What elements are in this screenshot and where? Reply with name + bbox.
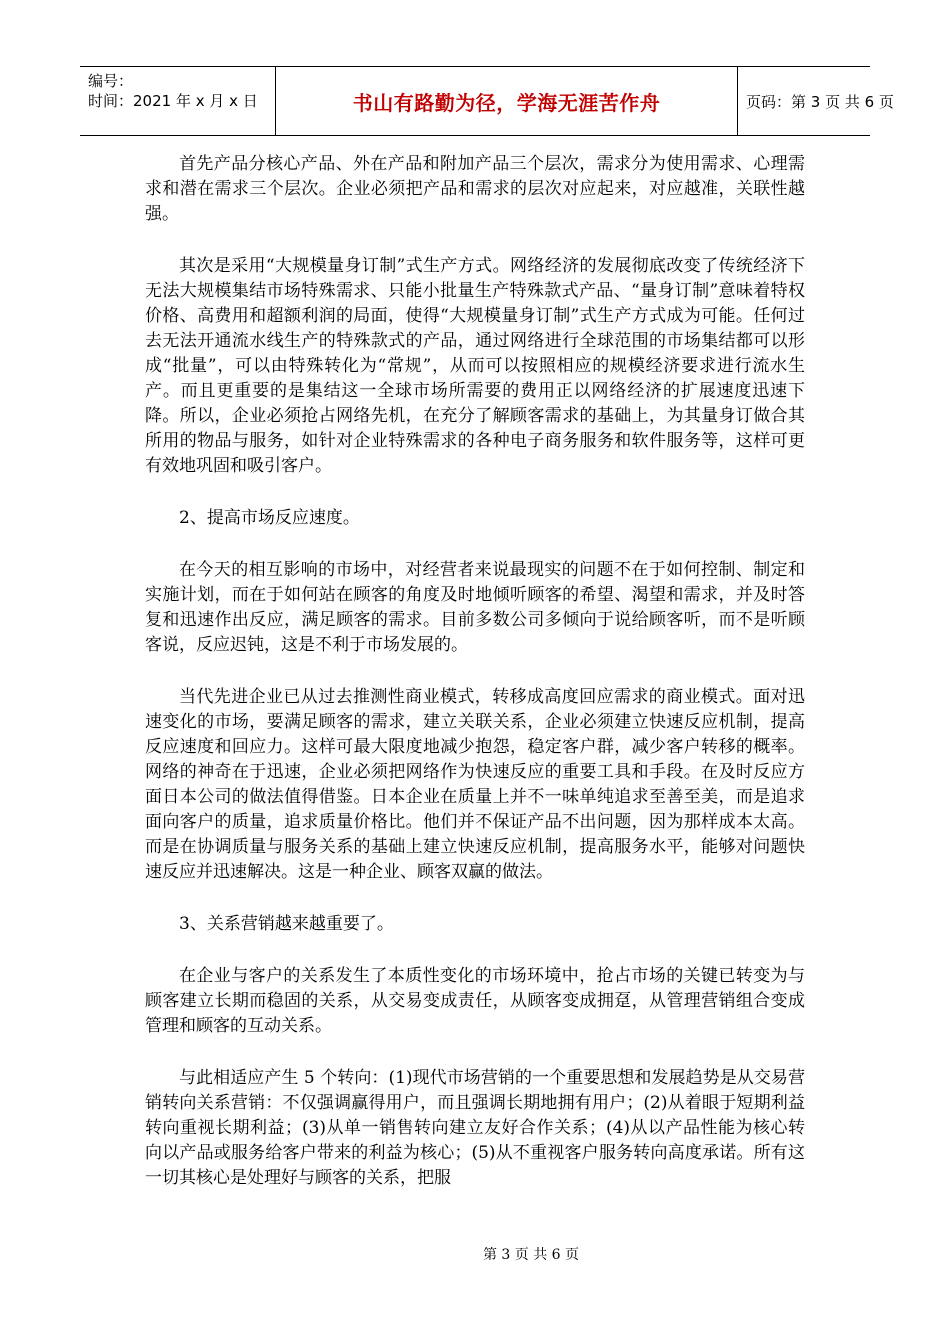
paragraph: 在今天的相互影响的市场中，对经营者来说最现实的问题不在于如何控制、制定和实施计划，而在于如何站在顾客的角度及时地倾听顾客的希望、渴望和需求，并及时答复和迅速作出反应，满足顾客的需求。目前多数公司多倾向于说给顾客听，而不是听顾客说，反应迟钝，这是不利于市场发展的。 <box>145 560 805 655</box>
section-heading: 3、关系营销越来越重要了。 <box>179 914 394 934</box>
header-meta <box>80 67 276 135</box>
document-date: 时间：2021 年 x 月 x 日 <box>88 92 258 110</box>
page-footer: 第 3 页 共 6 页 <box>482 1247 580 1263</box>
paragraph: 其次是采用“大规模量身订制”式生产方式。网络经济的发展彻底改变了传统经济下无法大规模集结市场特殊需求、只能小批量生产特殊款式产品、“量身订制”意味着特权价格、高费用和超额利润的局面，使得“大规模量身订制”式生产方式成为可能。任何过去无法开通流水线生产的特殊款式的产品，通过网络进行全球范围的市场集结都可以形成“批量”，可以由特殊转化为“常规”，从而可以按照相应的规模经济要求进行流水生产。而且更重要的是集结这一全球市场所需要的费用正以网络经济的扩展速度迅速下降。所以，企业必须抢占网络先机，在充分了解顾客需求的基础上，为其量身订做合其所用的物品与服务，如针对企业特殊需求的各种电子商务服务和软件服务等，这样可更有效地巩固和吸引客户。 <box>145 256 805 476</box>
paragraph: 与此相适应产生 5 个转向：(1)现代市场营销的一个重要思想和发展趋势是从交易营销转向关系营销：不仅强调赢得用户，而且强调长期地拥有用户；(2)从着眼于短期利益转向重视长期利益；(3)从单一销售转向建立友好合作关系；(4)从以产品性能为核心转向以产品或服务给客户带来的利益为核心；(5)从不重视客户服务转向高度承诺。所有这一切其核心是处理好与顾客的关系，把服 <box>145 1068 805 1188</box>
header-page-info: 页码：第 3 页 共 6 页 <box>746 92 894 111</box>
paragraph: 在企业与客户的关系发生了本质性变化的市场环境中，抢占市场的关键已转变为与顾客建立长期而稳固的关系，从交易变成责任，从顾客变成拥趸，从管理营销组合变成管理和顾客的互动关系。 <box>145 966 805 1036</box>
paragraph: 首先产品分核心产品、外在产品和附加产品三个层次，需求分为使用需求、心理需求和潜在需求三个层次。企业必须把产品和需求的层次对应起来，对应越准，关联性越强。 <box>145 154 805 224</box>
section-heading: 2、提高市场反应速度。 <box>179 508 360 528</box>
document-number: 编号： <box>88 72 134 90</box>
paragraph: 当代先进企业已从过去推测性商业模式，转移成高度回应需求的商业模式。面对迅速变化的市场，要满足顾客的需求，建立关联关系，企业必须建立快速反应机制，提高反应速度和回应力。这样可最大限度地减少抱怨，稳定客户群，减少客户转移的概率。网络的神奇在于迅速，企业必须把网络作为快速反应的重要工具和手段。在及时反应方面日本公司的做法值得借鉴。日本企业在质量上并不一味单纯追求至善至美，而是追求面向客户的质量，追求质量价格比。他们并不保证产品不出问题，因为那样成本太高。而是在协调质量与服务关系的基础上建立快速反应机制，提高服务水平，能够对问题快速反应并迅速解决。这是一种企业、顾客双赢的做法。 <box>145 687 805 882</box>
document-body <box>145 152 805 1218</box>
page-header <box>80 66 894 136</box>
header-motto: 书山有路勤为径，学海无涯苦作舟 <box>276 67 738 135</box>
